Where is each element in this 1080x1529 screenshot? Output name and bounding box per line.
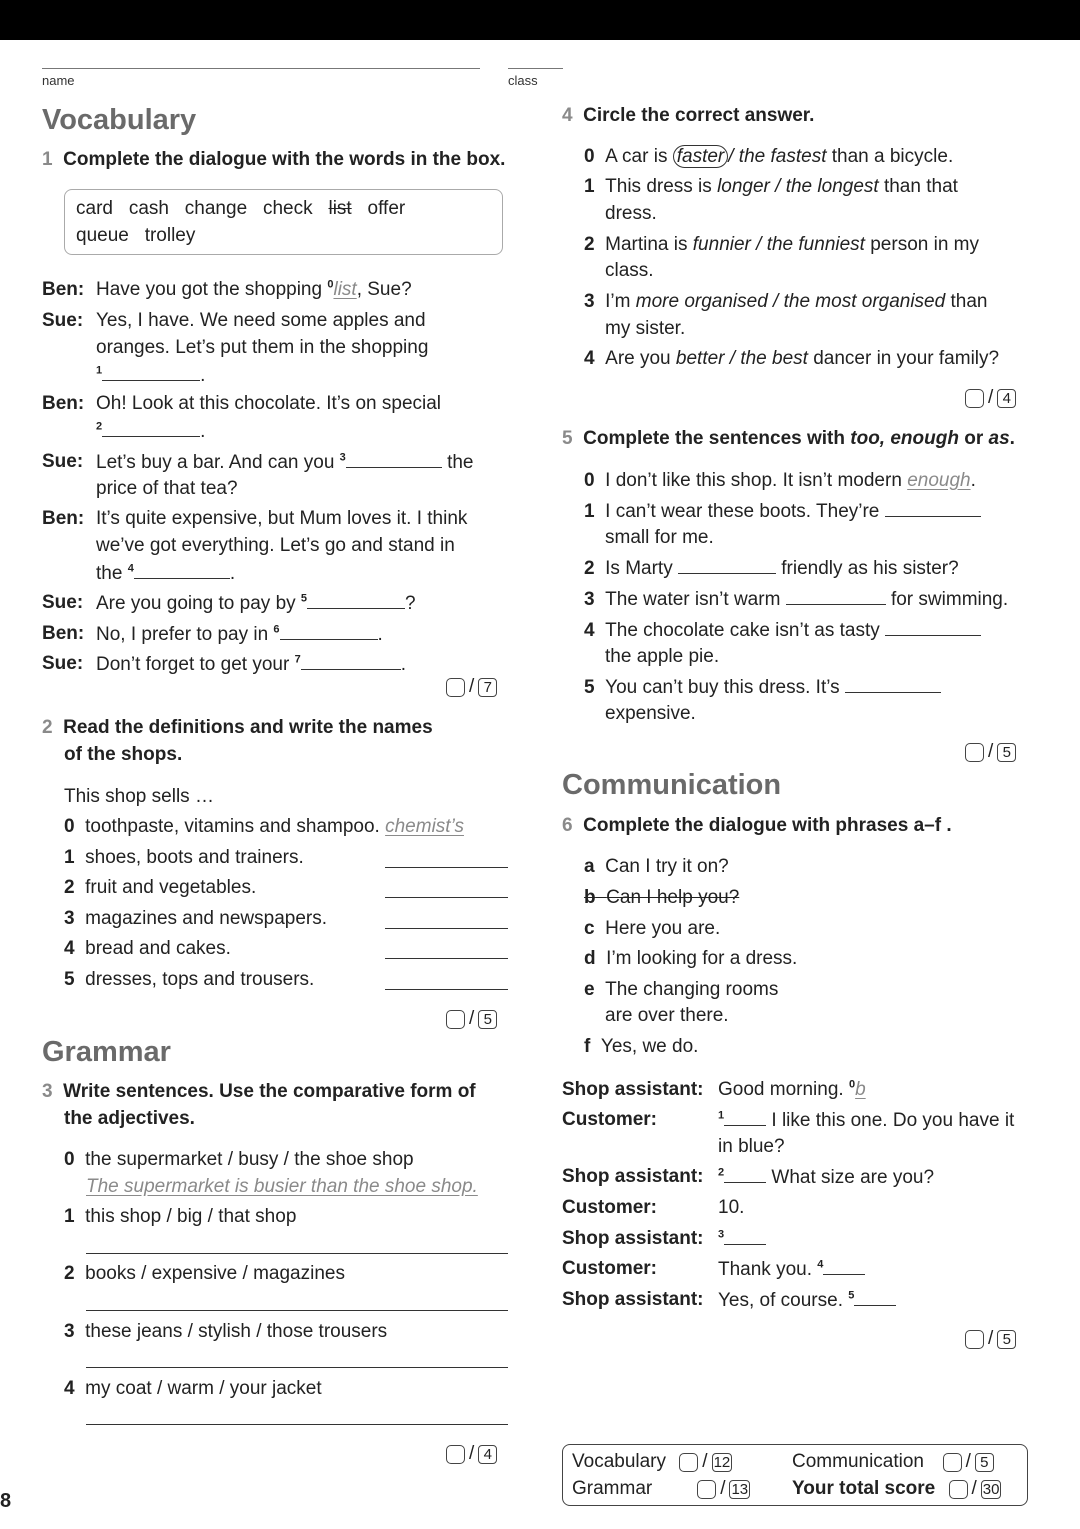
score-total: 5: [478, 1010, 497, 1029]
dialogue-line: $^1$ .: [96, 364, 206, 386]
speaker: Customer:: [562, 1109, 658, 1130]
phrase-item: f Yes, we do.: [584, 1036, 699, 1057]
example-answer: b: [855, 1079, 866, 1100]
name-label: name: [42, 73, 75, 88]
answer-blank[interactable]: [678, 557, 776, 574]
score-input-box[interactable]: [965, 389, 984, 408]
list-item-cont: class.: [605, 260, 654, 281]
speaker: Ben:: [42, 508, 85, 529]
score-total: 5: [997, 1330, 1016, 1349]
speaker: Sue:: [42, 653, 84, 674]
answer-blank[interactable]: [346, 451, 442, 468]
exercise-6-heading: 6 Complete the dialogue with phrases a–f .: [562, 815, 952, 836]
list-item-cont: my sister.: [605, 318, 686, 339]
answer-line[interactable]: [86, 1310, 508, 1311]
score-total: 5: [997, 743, 1016, 762]
exercise-2-score: / 5: [446, 1008, 497, 1030]
exercise-3-heading-cont: the adjectives.: [64, 1108, 195, 1129]
exercise-5-score: / 5: [965, 741, 1016, 763]
list-item-cont: dress.: [605, 203, 657, 224]
dialogue-line: in blue?: [718, 1136, 785, 1157]
dialogue-line: $^2$ What size are you?: [718, 1166, 935, 1188]
list-item: 3 magazines and newspapers.: [64, 908, 328, 929]
dialogue-line: Yes, I have. We need some apples and: [96, 310, 426, 331]
speaker: Sue:: [42, 451, 84, 472]
answer-blank[interactable]: [307, 592, 405, 609]
exercise-3-heading: 3 Write sentences. Use the comparative form of: [42, 1081, 476, 1102]
list-item: 3 these jeans / stylish / those trousers: [64, 1321, 388, 1342]
exercise-5-heading: 5 Complete the sentences with too, enough or as.: [562, 428, 1015, 449]
dialogue-line: 10.: [718, 1197, 745, 1218]
dialogue-line: Thank you. $^4$: [718, 1258, 865, 1281]
speaker: Sue:: [42, 310, 84, 331]
class-line: [508, 68, 563, 69]
speaker: Shop assistant:: [562, 1228, 704, 1249]
answer-blank[interactable]: [885, 500, 981, 517]
list-item: 3 I’m more organised / the most organised than: [584, 291, 988, 312]
answer-blank[interactable]: [823, 1258, 865, 1275]
answer-line[interactable]: [86, 1253, 508, 1254]
phrase-item: e The changing rooms: [584, 979, 779, 1000]
class-label: class: [508, 73, 538, 88]
total-label: Your total score: [792, 1478, 936, 1499]
list-item: 1 This dress is longer / the longest than that: [584, 176, 958, 197]
phrase-item: d I’m looking for a dress.: [584, 948, 798, 969]
page-number: 8: [0, 1490, 12, 1512]
exercise-4-heading: 4 Circle the correct answer.: [562, 105, 815, 126]
answer-blank[interactable]: [854, 1289, 896, 1306]
speaker: Shop assistant:: [562, 1289, 704, 1310]
example-answer: chemist’s: [385, 816, 464, 837]
phrase-item: a Can I try it on?: [584, 856, 729, 877]
section-title-communication: Communication: [562, 769, 782, 801]
total-label: Vocabulary: [572, 1451, 667, 1472]
answer-blank[interactable]: [102, 420, 200, 437]
list-item: 2 Is Marty friendly as his sister?: [584, 558, 959, 579]
answer-line[interactable]: [385, 989, 508, 990]
total-label: Communication: [792, 1451, 924, 1472]
circled-answer: faster: [673, 145, 729, 168]
dialogue-line: Let’s buy a bar. And can you $^3$ the: [96, 451, 474, 473]
dialogue-line: Have you got the shopping $^0$list, Sue?: [96, 278, 412, 300]
answer-line[interactable]: [385, 867, 508, 868]
example-answer: enough: [907, 470, 971, 491]
dialogue-line: 3: [718, 1228, 766, 1251]
answer-blank[interactable]: [724, 1109, 766, 1126]
score-input-box[interactable]: [446, 678, 465, 697]
dialogue-line: Don’t forget to get your $^7$ .: [96, 653, 406, 675]
list-item: 4 my coat / warm / your jacket: [64, 1378, 322, 1399]
answer-line[interactable]: [385, 928, 508, 929]
word-struck: list: [328, 198, 352, 219]
section-title-grammar: Grammar: [42, 1036, 171, 1068]
exercise-2-intro: This shop sells …: [64, 786, 214, 807]
communication-total: Communication / 5: [792, 1451, 994, 1473]
answer-line[interactable]: [385, 897, 508, 898]
exercise-1-heading: [42, 149, 505, 171]
dialogue-line: $^2$ .: [96, 420, 206, 442]
phrase-item: c Here you are.: [584, 918, 721, 939]
score-input-box[interactable]: [679, 1453, 698, 1472]
answer-blank[interactable]: [280, 623, 378, 640]
word-box-row-1: [76, 198, 405, 220]
exercise-title: Complete the dialogue with the words in the box.: [63, 149, 506, 170]
answer-blank[interactable]: [724, 1228, 766, 1245]
phrase-item-cont: are over there.: [605, 1005, 729, 1026]
answer-line[interactable]: [385, 958, 508, 959]
word: card: [76, 198, 113, 219]
answer-blank[interactable]: [786, 588, 886, 605]
list-item-cont: expensive.: [605, 703, 696, 724]
dialogue-line: Good morning. $^0$b: [718, 1078, 866, 1100]
list-item: 3 The water isn’t warm for swimming.: [584, 589, 1009, 610]
answer-line[interactable]: [86, 1367, 508, 1368]
score-input-box[interactable]: [965, 1330, 984, 1349]
speaker: Shop assistant:: [562, 1166, 704, 1187]
total-label: Grammar: [572, 1478, 653, 1499]
list-item: 2 Martina is funnier / the funniest person in my: [584, 234, 979, 255]
list-item: 1 this shop / big / that shop: [64, 1206, 297, 1227]
dialogue-line: Oh! Look at this chocolate. It’s on special: [96, 393, 442, 414]
list-item: 4 bread and cakes.: [64, 938, 231, 959]
answer-blank[interactable]: [845, 676, 941, 693]
word-box-row-2: [76, 225, 195, 247]
list-item: 4 The chocolate cake isn’t as tasty: [584, 619, 981, 642]
word: change: [184, 198, 248, 219]
speaker: Customer:: [562, 1197, 658, 1218]
score-input-box[interactable]: [697, 1480, 716, 1499]
list-item: 2 fruit and vegetables.: [64, 877, 257, 898]
exercise-3-score: / 4: [446, 1443, 497, 1465]
list-item: 1 shoes, boots and trainers.: [64, 847, 304, 868]
answer-blank[interactable]: [301, 653, 401, 670]
score-input-box[interactable]: [949, 1480, 968, 1499]
example-answer: list: [333, 279, 357, 300]
exercise-number: 1: [42, 149, 53, 170]
score-total: 4: [997, 389, 1016, 408]
list-item: 0 the supermarket / busy / the shoe shop: [64, 1149, 414, 1170]
speaker: Customer:: [562, 1258, 658, 1279]
list-item-cont: the apple pie.: [605, 646, 720, 667]
score-input-box[interactable]: [446, 1445, 465, 1464]
dialogue-line: Yes, of course. $^5$: [718, 1289, 896, 1312]
grammar-total: Grammar / 13: [572, 1478, 749, 1499]
word: queue: [76, 225, 129, 246]
list-item: 4 Are you better / the best dancer in your family?: [584, 348, 1000, 369]
vocabulary-total: Vocabulary / 12: [572, 1451, 731, 1472]
dialogue-line: the $^4$ .: [96, 562, 236, 584]
phrase-item-used: b Can I help you?: [584, 887, 740, 908]
dialogue-line: $^1$ I like this one. Do you have it: [718, 1109, 1015, 1131]
overall-total: Your total score / 30: [792, 1478, 1000, 1499]
list-item: 5 dresses, tops and trousers.: [64, 969, 315, 990]
exercise-2-heading: 2 Read the definitions and write the names: [42, 717, 433, 738]
score-input-box[interactable]: [965, 743, 984, 762]
dialogue-line: No, I prefer to pay in $^6$ .: [96, 623, 383, 645]
name-line: [42, 68, 480, 69]
example-answer: The supermarket is busier than the shoe shop.: [86, 1176, 478, 1197]
word: trolley: [144, 225, 196, 246]
dialogue-line: Are you going to pay by $^5$ ?: [96, 592, 416, 614]
speaker: Ben:: [42, 279, 85, 300]
score-input-box[interactable]: [446, 1010, 465, 1029]
speaker: Shop assistant:: [562, 1079, 704, 1100]
word: check: [262, 198, 313, 219]
dialogue-line: we’ve got everything. Let’s go and stand in: [96, 535, 455, 556]
answer-blank[interactable]: [724, 1166, 766, 1183]
answer-blank[interactable]: [134, 562, 230, 579]
list-item: 5 You can’t buy this dress. It’s: [584, 676, 941, 699]
score-input-box[interactable]: [943, 1453, 962, 1472]
speaker: Sue:: [42, 592, 84, 613]
speaker: Ben:: [42, 623, 85, 644]
answer-blank[interactable]: [102, 364, 200, 381]
exercise-1-score: / 7: [446, 676, 497, 698]
word: cash: [128, 198, 169, 219]
dialogue-line: price of that tea?: [96, 478, 238, 499]
dialogue-line: oranges. Let’s put them in the shopping: [96, 337, 429, 358]
top-bar: [0, 0, 1080, 40]
speaker: Ben:: [42, 393, 85, 414]
exercise-4-score: / 4: [965, 387, 1016, 409]
word: offer: [367, 198, 406, 219]
exercise-6-score: / 5: [965, 1328, 1016, 1350]
section-title-vocabulary: Vocabulary: [42, 104, 197, 136]
list-item: 1 I can’t wear these boots. They’re: [584, 500, 981, 523]
list-item: 0 I don’t like this shop. It isn’t modern enough.: [584, 470, 976, 491]
answer-line[interactable]: [86, 1424, 508, 1425]
dialogue-line: It’s quite expensive, but Mum loves it. I think: [96, 508, 468, 529]
list-item: 0 toothpaste, vitamins and shampoo. chemist’s: [64, 816, 464, 837]
list-item: 0 A car is faster / the fastest than a bicycle.: [584, 146, 954, 167]
score-total: 4: [478, 1445, 497, 1464]
answer-blank[interactable]: [885, 619, 981, 636]
score-total: 7: [478, 678, 497, 697]
exercise-2-heading-cont: of the shops.: [64, 744, 183, 765]
list-item: 2 books / expensive / magazines: [64, 1263, 345, 1284]
list-item-cont: small for me.: [605, 527, 714, 548]
